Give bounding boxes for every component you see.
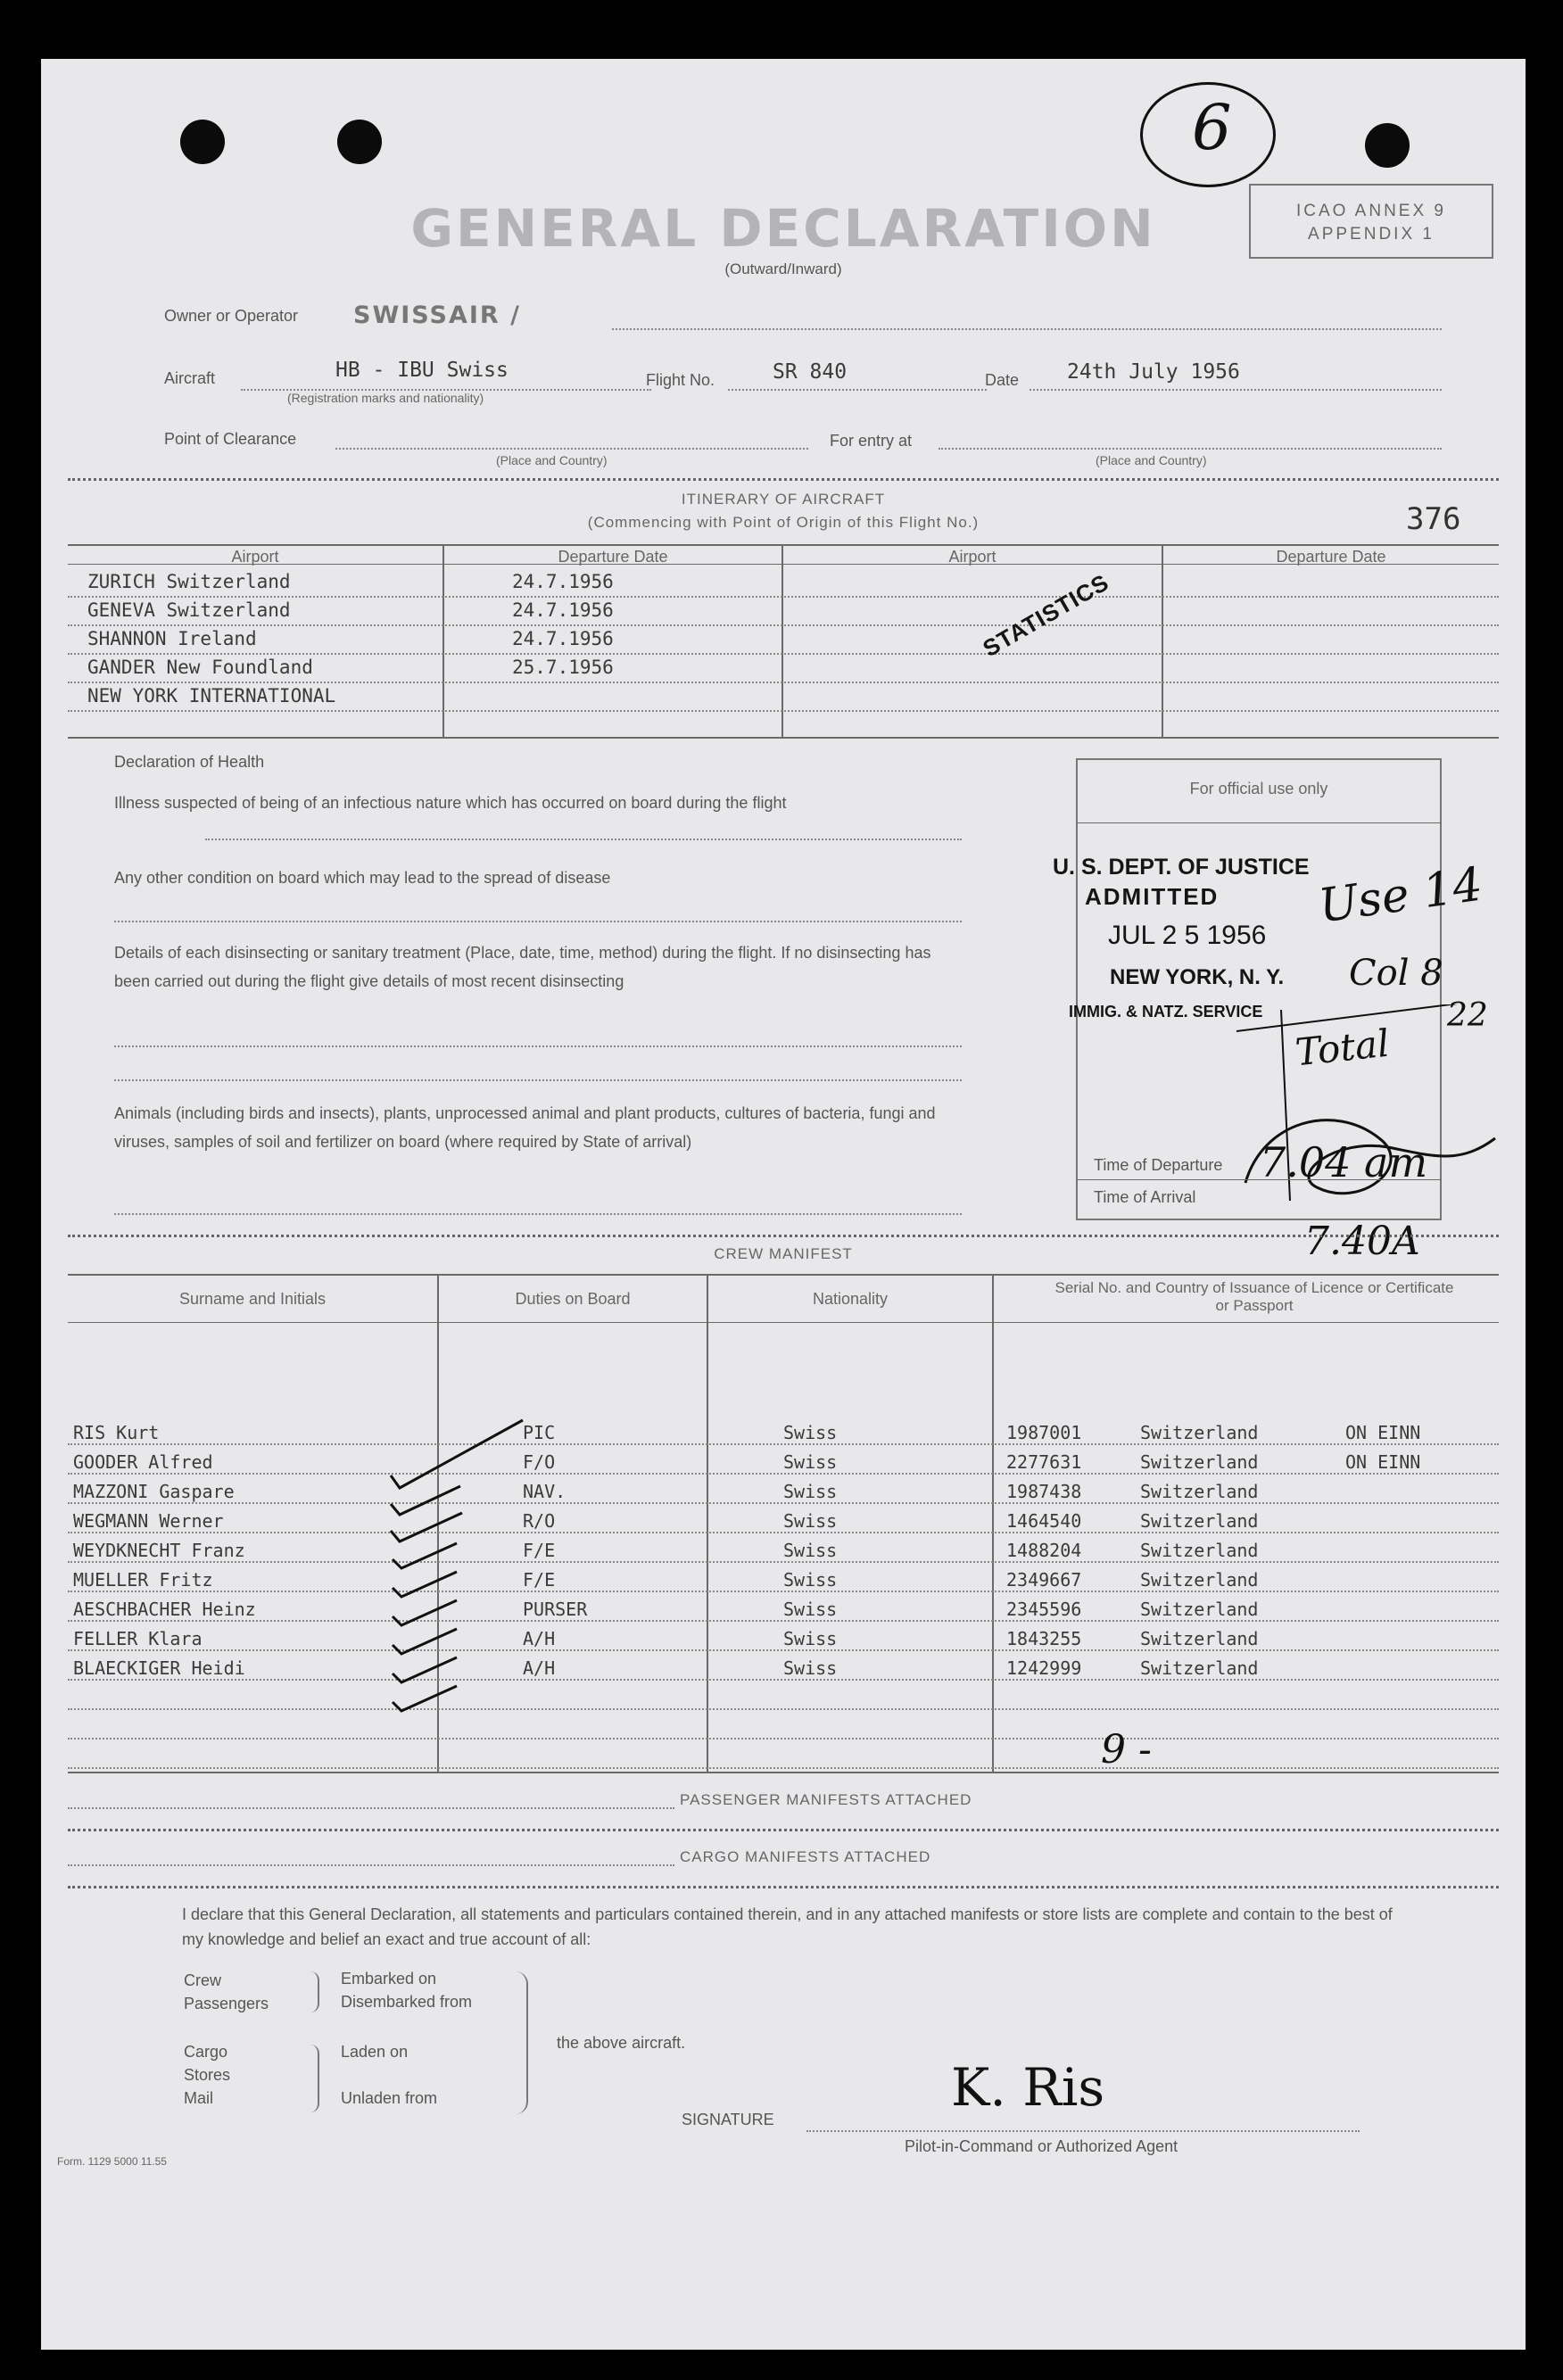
crew-nat: Swiss <box>783 1569 838 1591</box>
itinerary-row-line <box>68 624 1499 626</box>
crew-nat: Swiss <box>783 1481 838 1502</box>
crew-nat: Swiss <box>783 1422 838 1443</box>
punch-hole-left <box>180 120 225 164</box>
crew-duty: NAV. <box>523 1481 566 1502</box>
signature-note: Pilot-in-Command or Authorized Agent <box>905 2137 1178 2155</box>
flight-no-label: Flight No. <box>646 371 715 389</box>
flight-no-line <box>728 389 987 391</box>
decl-mail: Mail <box>184 2089 214 2107</box>
passenger-manifests: PASSENGER MANIFESTS ATTACHED <box>680 1791 972 1808</box>
crew-col-serial: Serial No. and Country of Issuance of Licence or Certificate or Passport <box>1054 1279 1454 1314</box>
crew-col-nationality: Nationality <box>812 1290 889 1308</box>
handwritten-use: Use 14 <box>1315 857 1486 934</box>
crew-country: Switzerland <box>1140 1540 1259 1561</box>
crew-serial: 1464540 <box>1006 1510 1082 1532</box>
entry-label: For entry at <box>830 432 913 450</box>
crew-row-line <box>68 1502 1499 1504</box>
health-q4: Animals (including birds and insects), plants, unprocessed animal and plant products, cultures of bacteria, fungi and viruses, samples of soil and fertilizer on board (where required by State of arrival) <box>114 1104 936 1151</box>
health-q2-line <box>114 921 962 922</box>
decl-unladen: Unladen from <box>341 2089 438 2107</box>
crew-row-line <box>68 1649 1499 1651</box>
crew-name: BLAECKIGER Heidi <box>73 1657 245 1679</box>
crew-extra: ON EINN <box>1345 1451 1421 1473</box>
aircraft-label: Aircraft <box>164 369 216 387</box>
icao-box <box>1249 184 1493 259</box>
crew-col-divider-3 <box>992 1274 994 1773</box>
crew-serial: 1987001 <box>1006 1422 1082 1443</box>
admitted-stamp-line-3: JUL 2 5 1956 <box>1108 921 1267 950</box>
clearance-label: Point of Clearance <box>164 430 297 448</box>
health-q3: Details of each disinsecting or sanitary treatment (Place, date, time, method) during the flight. If no disinsecting has been carried out during the flight give details of most recent disinsecting <box>114 944 931 990</box>
owner-value: SWISSAIR / <box>353 302 521 329</box>
crew-name: MAZZONI Gaspare <box>73 1481 235 1502</box>
declaration-text: I declare that this General Declaration, all statements and particulars contained therein, and in any attached manifests or store lists are complete and contain to the best of my knowledge and belief an exact and true account of all: <box>182 1905 1393 1948</box>
icao-line-1: ICAO ANNEX 9 <box>1296 202 1446 220</box>
crew-country: Switzerland <box>1140 1510 1259 1532</box>
crew-row-line <box>68 1443 1499 1445</box>
date-label: Date <box>985 371 1020 389</box>
itinerary-row-line <box>68 710 1499 712</box>
itinerary-airport: NEW YORK INTERNATIONAL <box>87 685 336 707</box>
checkmarks <box>380 1370 541 1745</box>
crew-col-duty: Duties on Board <box>515 1290 631 1308</box>
handwritten-count: 22 <box>1447 997 1488 1034</box>
decl-laden: Laden on <box>341 2043 409 2061</box>
signature-value: K. Ris <box>951 2057 1105 2118</box>
crew-row-line <box>68 1679 1499 1681</box>
crew-name: WEGMANN Werner <box>73 1510 224 1532</box>
cargo-manifests-line <box>68 1864 674 1866</box>
crew-row-line <box>68 1620 1499 1622</box>
itinerary-heading: ITINERARY OF AIRCRAFT <box>681 491 886 508</box>
itinerary-airport: GENEVA Switzerland <box>87 599 291 621</box>
crew-duty: F/E <box>523 1540 556 1561</box>
crew-serial: 2277631 <box>1006 1451 1082 1473</box>
document-subtitle: (Outward/Inward) <box>724 260 842 277</box>
crew-serial: 2345596 <box>1006 1599 1082 1620</box>
itinerary-col-date-1: Departure Date <box>558 548 668 566</box>
crew-row-line <box>68 1708 1499 1710</box>
page-number-handwritten: 6 <box>1192 91 1232 164</box>
crew-country: Switzerland <box>1140 1451 1259 1473</box>
itinerary-bottom-border <box>68 737 1499 739</box>
itinerary-airport: ZURICH Switzerland <box>87 571 291 592</box>
crew-name: GOODER Alfred <box>73 1451 213 1473</box>
health-q1-line <box>205 839 962 840</box>
crew-col-divider-2 <box>707 1274 708 1773</box>
decl-crew: Crew <box>184 1971 222 1989</box>
crew-duty: A/H <box>523 1657 556 1679</box>
crew-row-line <box>68 1532 1499 1533</box>
itinerary-top-border <box>68 544 1499 546</box>
crew-country: Switzerland <box>1140 1599 1259 1620</box>
crew-serial: 1987438 <box>1006 1481 1082 1502</box>
crew-top-border <box>68 1274 1499 1276</box>
crew-bottom-border <box>68 1772 1499 1773</box>
official-use-heading: For official use only <box>1189 780 1328 797</box>
health-heading: Declaration of Health <box>114 753 265 771</box>
official-use-header-line <box>1076 822 1442 823</box>
itinerary-col-airport-2: Airport <box>948 548 997 566</box>
crew-extra: ON EINN <box>1345 1422 1421 1443</box>
brace-3 <box>514 1971 528 2114</box>
crew-duty: F/E <box>523 1569 556 1591</box>
itinerary-row-line <box>68 596 1499 598</box>
crew-col-name: Surname and Initials <box>178 1290 327 1308</box>
crew-nat: Swiss <box>783 1657 838 1679</box>
crew-duty: R/O <box>523 1510 556 1532</box>
flight-no-value: SR 840 <box>773 360 848 384</box>
decl-aircraft: the above aircraft. <box>557 2034 686 2052</box>
crew-header-border <box>68 1322 1499 1323</box>
crew-country: Switzerland <box>1140 1481 1259 1502</box>
arrival-time-value: 7.40A <box>1304 1219 1420 1264</box>
divider-crew <box>68 1235 1499 1237</box>
crew-name: AESCHBACHER Heinz <box>73 1599 256 1620</box>
itinerary-row-line <box>68 653 1499 655</box>
decl-embarked: Embarked on <box>341 1970 437 1987</box>
health-q3-line-1 <box>114 1045 962 1047</box>
handwritten-col: Col 8 <box>1349 953 1443 994</box>
decl-stores: Stores <box>184 2066 231 2084</box>
crew-name: RIS Kurt <box>73 1422 160 1443</box>
admitted-stamp-line-5: IMMIG. & NATZ. SERVICE <box>1069 1003 1263 1021</box>
itinerary-col-date-2: Departure Date <box>1276 548 1386 566</box>
date-value: 24th July 1956 <box>1067 360 1240 384</box>
crew-nat: Swiss <box>783 1628 838 1649</box>
date-line <box>1030 389 1442 391</box>
itinerary-row-line <box>68 682 1499 683</box>
owner-label: Owner or Operator <box>164 307 299 325</box>
document-title: GENERAL DECLARATION <box>410 198 1156 259</box>
signature-line <box>806 2130 1360 2132</box>
statistics-stamp: STATISTICS <box>978 568 1114 663</box>
crew-duty: PIC <box>523 1422 556 1443</box>
divider-cargo <box>68 1886 1499 1888</box>
itinerary-airport: SHANNON Ireland <box>87 628 257 649</box>
aircraft-note: (Registration marks and nationality) <box>287 391 484 405</box>
crew-heading: CREW MANIFEST <box>714 1245 853 1262</box>
crew-nat: Swiss <box>783 1451 838 1473</box>
brace-1 <box>305 1971 319 2012</box>
itinerary-departure-date: 25.7.1956 <box>512 657 614 678</box>
crew-count-handwritten: 9 - <box>1101 1727 1152 1773</box>
crew-country: Switzerland <box>1140 1422 1259 1443</box>
signature-label: SIGNATURE <box>682 2111 774 2128</box>
health-q2: Any other condition on board which may lead to the spread of disease <box>114 869 611 887</box>
departure-time-label: Time of Departure <box>1094 1156 1223 1174</box>
clearance-line <box>335 448 808 450</box>
itinerary-departure-date: 24.7.1956 <box>512 571 614 592</box>
crew-country: Switzerland <box>1140 1628 1259 1649</box>
crew-nat: Swiss <box>783 1540 838 1561</box>
crew-row-line <box>68 1738 1499 1740</box>
admitted-stamp-line-2: ADMITTED <box>1085 883 1220 910</box>
crew-duty: PURSER <box>523 1599 588 1620</box>
form-number: Form. 1129 5000 11.55 <box>57 2155 167 2168</box>
handwritten-total: Total <box>1293 1021 1392 1075</box>
itinerary-subheading: (Commencing with Point of Origin of this Flight No.) <box>587 514 980 531</box>
punch-hole-right <box>1365 123 1410 168</box>
brace-2 <box>305 2045 319 2112</box>
admitted-stamp-line-4: NEW YORK, N. Y. <box>1110 965 1285 989</box>
admitted-stamp-line-1: U. S. DEPT. OF JUSTICE <box>1053 855 1310 880</box>
passenger-manifests-line <box>68 1807 674 1809</box>
crew-nat: Swiss <box>783 1510 838 1532</box>
crew-duty: F/O <box>523 1451 556 1473</box>
cargo-manifests: CARGO MANIFESTS ATTACHED <box>680 1848 931 1865</box>
crew-serial: 2349667 <box>1006 1569 1082 1591</box>
crew-name: MUELLER Fritz <box>73 1569 213 1591</box>
crew-serial: 1242999 <box>1006 1657 1082 1679</box>
crew-row-line <box>68 1767 1499 1769</box>
crew-nat: Swiss <box>783 1599 838 1620</box>
crew-name: WEYDKNECHT Franz <box>73 1540 245 1561</box>
crew-serial: 1843255 <box>1006 1628 1082 1649</box>
crew-row-line <box>68 1561 1499 1563</box>
itinerary-airport: GANDER New Foundland <box>87 657 313 678</box>
health-q1: Illness suspected of being of an infectious nature which has occurred on board during the flight <box>114 794 787 812</box>
aircraft-value: HB - IBU Swiss <box>335 359 509 382</box>
crew-duty: A/H <box>523 1628 556 1649</box>
crew-country: Switzerland <box>1140 1657 1259 1679</box>
divider-passenger <box>68 1829 1499 1831</box>
icao-line-2: APPENDIX 1 <box>1308 225 1435 244</box>
crew-row-line <box>68 1473 1499 1475</box>
arrival-time-label: Time of Arrival <box>1094 1188 1196 1206</box>
decl-cargo: Cargo <box>184 2043 228 2061</box>
health-q4-line <box>114 1213 962 1215</box>
itinerary-departure-date: 24.7.1956 <box>512 628 614 649</box>
crew-name: FELLER Klara <box>73 1628 203 1649</box>
itinerary-departure-date: 24.7.1956 <box>512 599 614 621</box>
decl-passengers: Passengers <box>184 1995 269 2012</box>
clearance-note: (Place and Country) <box>496 453 608 467</box>
health-q3-line-2 <box>114 1079 962 1081</box>
handwritten-scribble <box>1228 1004 1531 1236</box>
entry-note: (Place and Country) <box>1096 453 1207 467</box>
punch-hole-center-left <box>337 120 382 164</box>
owner-line <box>612 328 1442 330</box>
departure-time-value: 7.04 am <box>1260 1138 1428 1186</box>
decl-disembarked: Disembarked from <box>341 1993 473 2011</box>
crew-row-line <box>68 1591 1499 1592</box>
entry-line <box>939 448 1442 450</box>
divider-1 <box>68 478 1499 481</box>
itinerary-number: 376 <box>1406 501 1461 537</box>
crew-country: Switzerland <box>1140 1569 1259 1591</box>
crew-serial: 1488204 <box>1006 1540 1082 1561</box>
document-sheet <box>41 59 1526 2350</box>
itinerary-col-airport-1: Airport <box>231 548 279 566</box>
